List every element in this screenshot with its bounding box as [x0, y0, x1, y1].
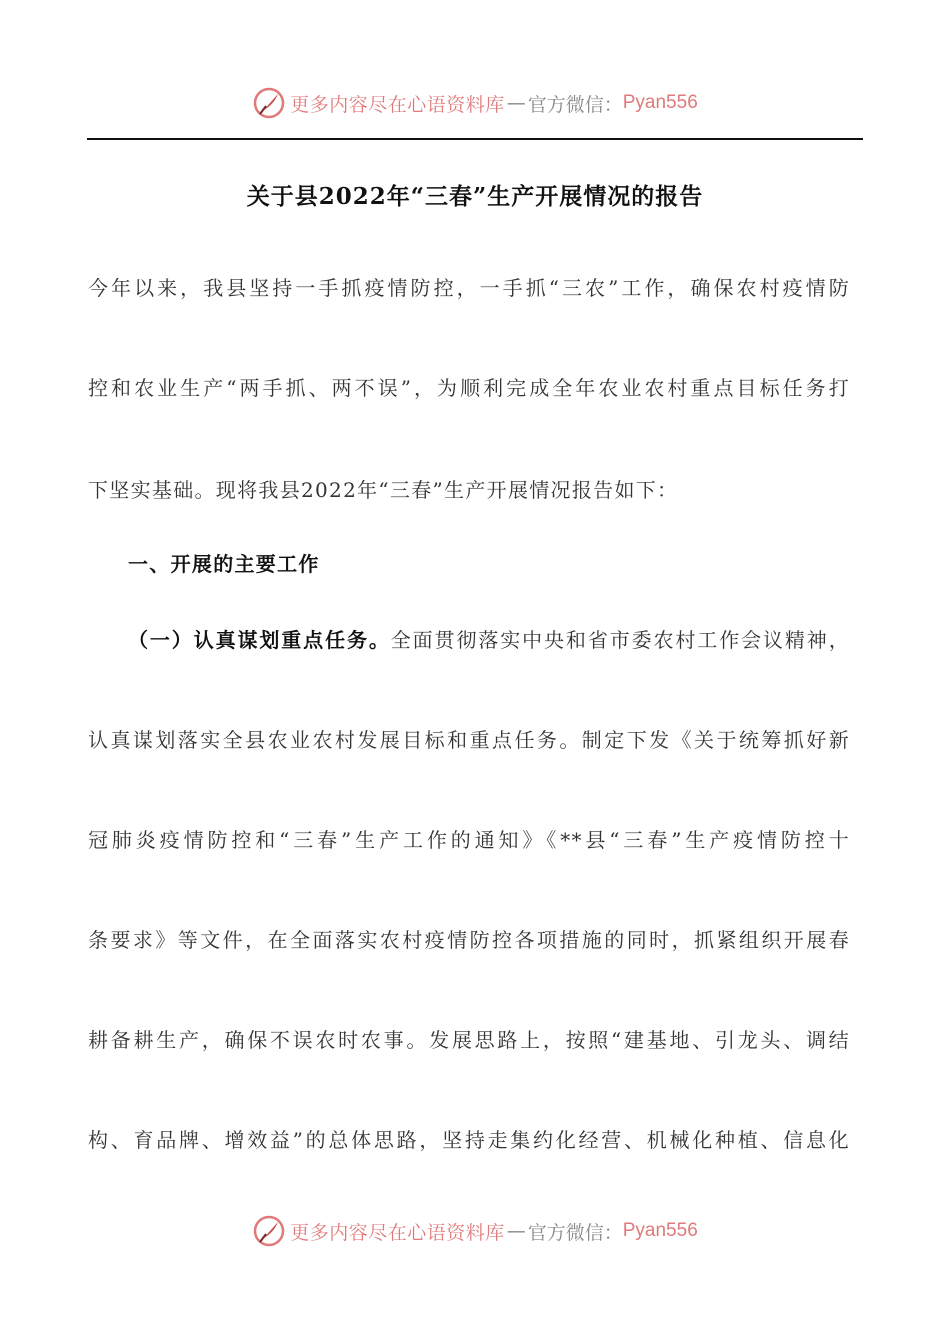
section-heading: 一、开展的主要工作	[128, 552, 320, 576]
subsection-text: 全面贯彻落实中央和省市委农村工作会议精神，	[390, 628, 850, 652]
paragraph-line: 今年以来，我县坚持一手抓疫情防控，一手抓“三农”工作，确保农村疫情防	[88, 276, 850, 300]
subsection-line	[128, 624, 850, 653]
paragraph-line: 冠肺炎疫情防控和“三春”生产工作的通知》《**县“三春”生产疫情防控十	[88, 828, 850, 852]
footer-wechat-label: 官方微信：	[527, 1221, 623, 1244]
footer-separator: —	[506, 1220, 526, 1242]
page-header	[0, 78, 950, 128]
paragraph-line: 认真谋划落实全县农业农村发展目标和重点任务。制定下发《关于统筹抓好新	[88, 728, 850, 752]
footer-brand: 更多内容尽在心语资料库	[290, 1221, 505, 1244]
page-footer	[0, 1206, 950, 1256]
paragraph-line: 控和农业生产“两手抓、两不误”，为顺利完成全年农业农村重点目标任务打	[88, 376, 850, 400]
document-title: 关于县2022年“三春”生产开展情况的报告	[246, 183, 704, 210]
paragraph-line: 条要求》等文件，在全面落实农村疫情防控各项措施的同时，抓紧组织开展春	[88, 928, 850, 952]
paragraph-line: 耕备耕生产，确保不误农时农事。发展思路上，按照“建基地、引龙头、调结	[88, 1028, 850, 1052]
paragraph-line: 下坚实基础。现将我县2022年“三春”生产开展情况报告如下：	[88, 478, 679, 502]
quill-logo-icon	[252, 86, 286, 120]
header-wechat-id: Pyan556	[622, 92, 698, 113]
header-rule	[87, 138, 863, 140]
header-separator: —	[506, 92, 526, 114]
subsection-heading: （一）认真谋划重点任务。	[128, 628, 391, 652]
footer-wechat-id: Pyan556	[622, 1220, 698, 1241]
quill-logo-icon	[252, 1214, 286, 1248]
header-wechat-label: 官方微信：	[527, 93, 623, 116]
header-brand: 更多内容尽在心语资料库	[290, 93, 505, 116]
paragraph-line: 构、育品牌、增效益”的总体思路，坚持走集约化经营、机械化种植、信息化	[88, 1128, 850, 1152]
